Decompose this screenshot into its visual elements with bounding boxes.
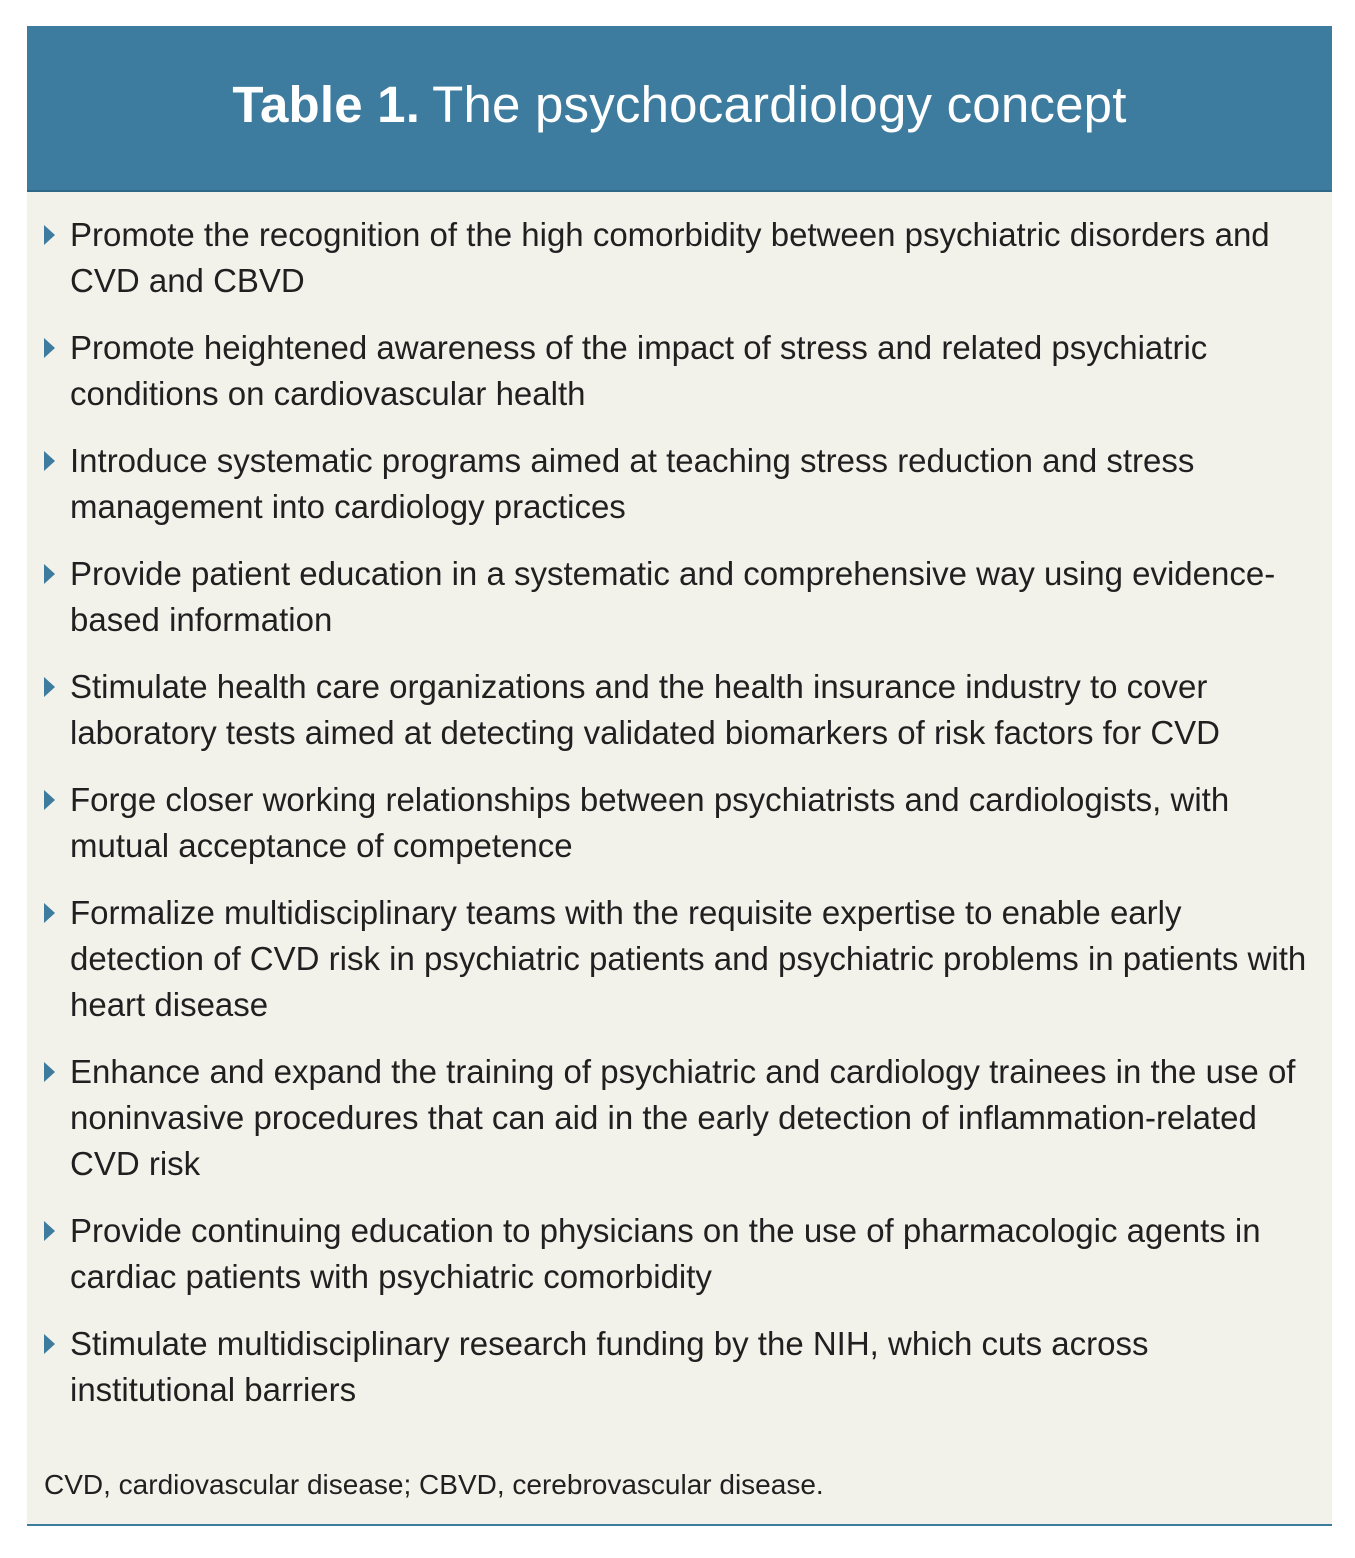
list-item xyxy=(27,1208,1332,1300)
concept-list xyxy=(27,212,1332,1434)
bullet-icon xyxy=(44,1062,55,1082)
bullet-icon xyxy=(44,1334,55,1354)
bullet-icon xyxy=(44,225,55,245)
list-item-text: Enhance and expand the training of psychiatric and cardiology trainees in the use of noninvasive procedures that can aid in the early detection of inflammation-related CVD risk xyxy=(70,1053,1296,1182)
list-item-text: Provide continuing education to physicians on the use of pharmacologic agents in cardiac patients with psychiatric comorbidity xyxy=(70,1212,1261,1295)
bullet-icon xyxy=(44,903,55,923)
list-item xyxy=(27,890,1332,1028)
list-item-text: Introduce systematic programs aimed at teaching stress reduction and stress management into cardiology practices xyxy=(70,442,1195,525)
list-item-text: Promote heightened awareness of the impact of stress and related psychiatric conditions on cardiovascular health xyxy=(70,329,1208,412)
bullet-icon xyxy=(44,564,55,584)
list-item xyxy=(27,551,1332,643)
list-item xyxy=(27,212,1332,304)
list-item xyxy=(27,777,1332,869)
table-footnote: CVD, cardiovascular disease; CBVD, cerebrovascular disease. xyxy=(44,1469,824,1500)
list-item xyxy=(27,1321,1332,1413)
bullet-icon xyxy=(44,451,55,471)
table-title: The psychocardiology concept xyxy=(432,75,1127,133)
list-item-text: Provide patient education in a systematic and comprehensive way using evidence-based information xyxy=(70,555,1276,638)
bullet-icon xyxy=(44,790,55,810)
table-header xyxy=(27,26,1332,192)
bullet-icon xyxy=(44,1221,55,1241)
list-item-text: Stimulate health care organizations and the health insurance industry to cover laboratory tests aimed at detecting validated biomarkers of risk factors for CVD xyxy=(70,668,1220,751)
bullet-icon xyxy=(44,338,55,358)
list-item-text: Formalize multidisciplinary teams with the requisite expertise to enable early detection of CVD risk in psychiatric patients and psychiatric problems in patients with heart disease xyxy=(70,894,1307,1023)
list-item xyxy=(27,1049,1332,1187)
list-item-text: Stimulate multidisciplinary research funding by the NIH, which cuts across institutional barriers xyxy=(70,1325,1149,1408)
list-item-text: Forge closer working relationships between psychiatrists and cardiologists, with mutual acceptance of competence xyxy=(70,781,1230,864)
list-item-text: Promote the recognition of the high comorbidity between psychiatric disorders and CVD and CBVD xyxy=(70,216,1270,299)
list-item xyxy=(27,325,1332,417)
bullet-icon xyxy=(44,677,55,697)
list-item xyxy=(27,438,1332,530)
list-item xyxy=(27,664,1332,756)
table-panel xyxy=(27,26,1332,1526)
table-label: Table 1. xyxy=(232,75,421,133)
